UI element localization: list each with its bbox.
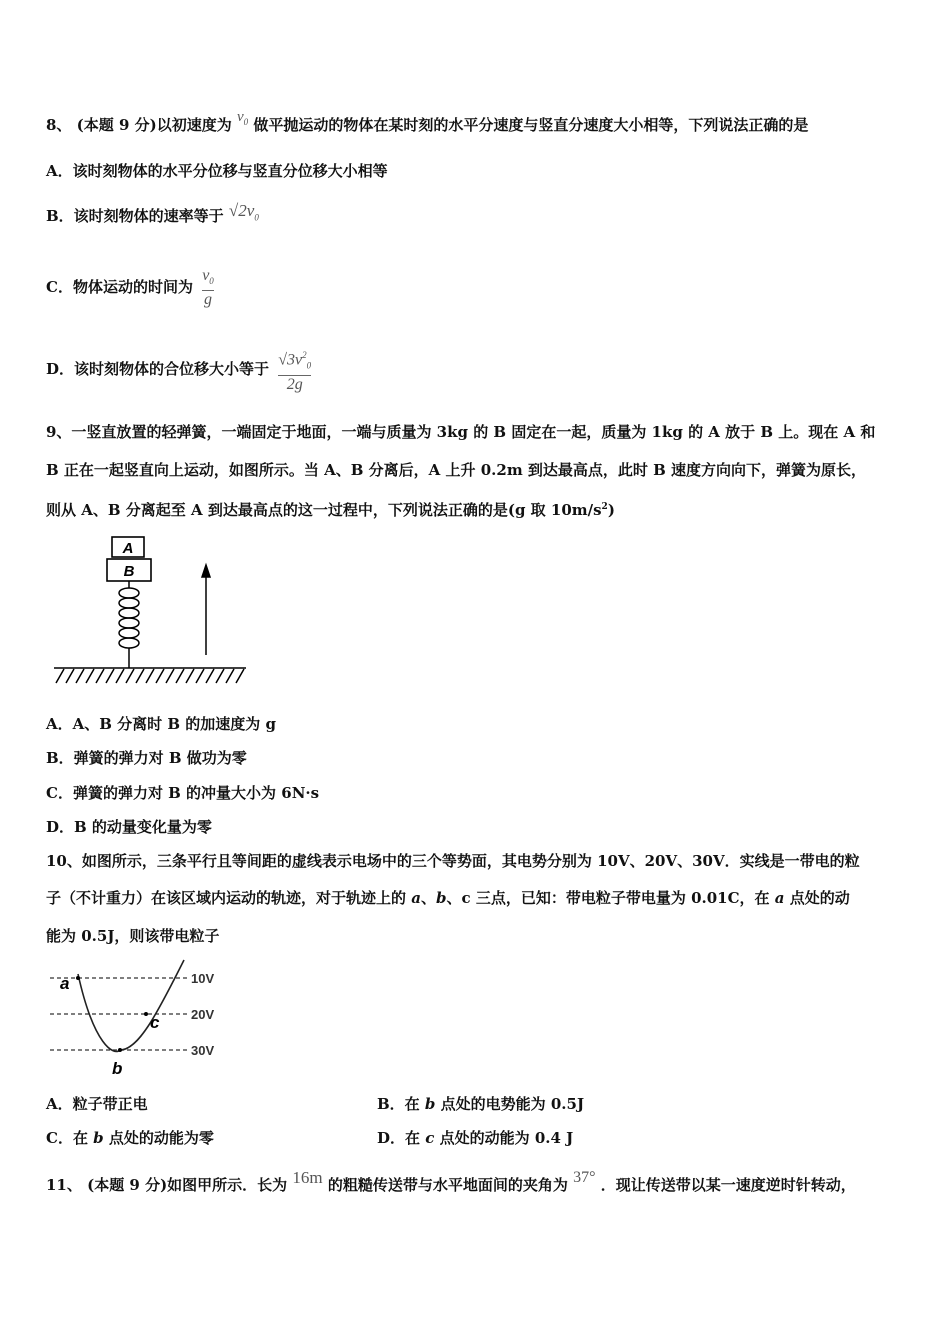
q8-suffix: 做平抛运动的物体在某时刻的水平分速度与竖直分速度大小相等，下列说法正确的是 [253,116,809,134]
block-b-label: B [123,563,135,580]
q11-mid: 的粗糙传送带与水平地面间的夹角为 [327,1176,568,1194]
q11-angle: 37° [573,1169,596,1186]
q10-option-c: C．在 b 点处的动能为零 [46,1129,214,1147]
q8-option-b-math: $√2v_0$ [228,201,259,223]
point-b-label: b [112,1059,123,1078]
q8-option-c-text: C．物体运动的时间为 [46,278,193,296]
point-c-dot [144,1012,148,1016]
label-10v: 10V [191,971,215,986]
q11-suffix: ．现让传送带以某一速度逆时针转动， [600,1176,856,1194]
up-arrow-icon [202,565,210,655]
q8-stem [46,109,809,141]
q8-prefix: (本题 9 分)以初速度为 [76,116,232,134]
q9-option-d: D．B 的动量变化量为零 [46,818,212,836]
q8-number: 8、 [46,116,72,134]
q11-length: 16m [292,1168,323,1187]
label-30v: 30V [191,1043,215,1058]
block-a-label: A [122,540,134,557]
q9-option-b: B．弹簧的弹力对 B 做功为零 [46,749,247,767]
point-a-dot [76,976,80,980]
q11-prefix: (本题 9 分)如图甲所示．长为 [87,1176,288,1194]
q8-option-b [46,201,259,232]
q8-option-c [46,258,214,316]
q10-option-a: A．粒子带正电 [46,1095,148,1113]
point-b-dot [118,1048,122,1052]
spring [119,581,139,668]
q8-option-d-text: D．该时刻物体的合位移大小等于 [46,360,270,378]
q9-line2: B 正在一起竖直向上运动，如图所示。当 A、B 分离后，A 上升 0.2m 到达最高点，此时 B 速度方向向下，弹簧为原长， [46,461,867,479]
q11-stem [46,1168,856,1196]
q10-line2: 子（不计重力）在该区域内运动的轨迹，对于轨迹上的 a、b、c 三点，已知：带电粒子带电量为 0.01C，在 a 点处的动 [46,889,850,907]
q9-line3: 则从 A、B 分离起至 A 到达最高点的这一过程中，下列说法正确的是(g 取 $10m/s^2$) [46,501,615,519]
q8-option-b-text: B．该时刻物体的速率等于 [46,207,224,225]
q8-option-d [46,338,311,400]
q10-line3: 能为 0.5J，则该带电粒子 [46,927,220,945]
q9-spring-figure [46,533,256,688]
q8-v0: $v_0$ [236,109,249,127]
q10-option-d: D．在 c 点处的动能为 0.4 J [377,1129,574,1147]
point-a-label: a [60,974,70,993]
q10-equipotential-figure [46,956,236,1078]
q8-option-a: A．该时刻物体的水平分位移与竖直分位移大小相等 [46,162,388,180]
ground [54,668,246,683]
q10-option-b: B．在 b 点处的电势能为 0.5J [377,1095,585,1113]
point-c-label: c [150,1013,160,1032]
q9-option-c: C．弹簧的弹力对 B 的冲量大小为 6N·s [46,784,320,802]
q9-line1: 9、一竖直放置的轻弹簧，一端固定于地面，一端与质量为 3kg 的 B 固定在一起，质量为 1kg 的 A 放于 B 上。现在 A 和 [46,423,876,441]
q11-number: 11、 [46,1176,82,1194]
label-20v: 20V [191,1007,215,1022]
particle-trajectory [78,960,184,1051]
q9-option-a: A．A、B 分离时 B 的加速度为 g [46,715,277,733]
q10-line1: 10、如图所示，三条平行且等间距的虚线表示电场中的三个等势面，其电势分别为 10V、20V、30V．实线是一带电的粒 [46,852,860,870]
q8-option-d-fraction: $\frac{√3v^2_0}{2g}$ [278,350,312,393]
q8-option-c-fraction: $\frac{v_0}{g}$ [202,266,214,309]
equipotential-lines [50,978,188,1050]
